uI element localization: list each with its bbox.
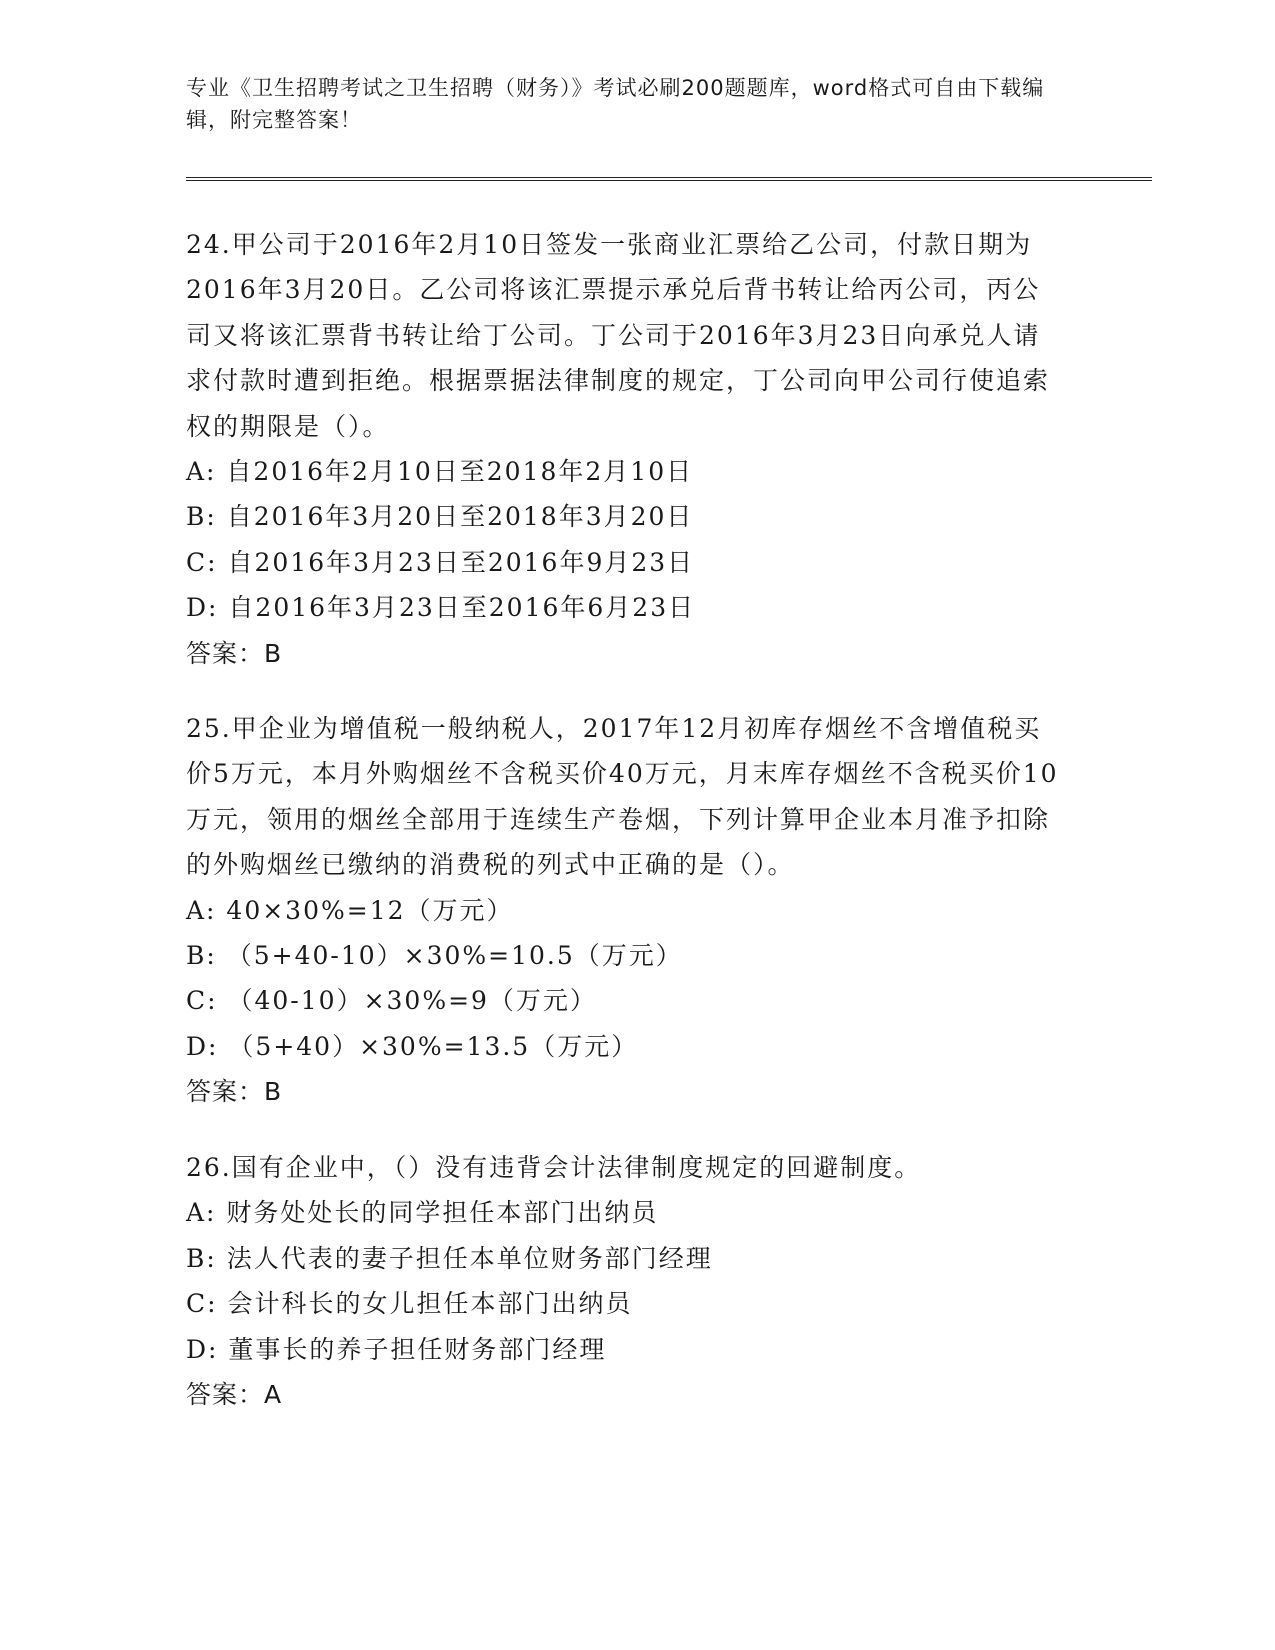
option-a: A: 40×30%=12（万元） xyxy=(186,895,514,925)
question-25 xyxy=(186,706,1066,1115)
option-d: D: （5+40）×30%=13.5（万元） xyxy=(186,1031,639,1061)
page-header: 专业《卫生招聘考试之卫生招聘（财务）》考试必刷200题题库，word格式可自由下载编辑，附完整答案！ xyxy=(186,76,1045,132)
option-b: B: （5+40-10）×30%=10.5（万元） xyxy=(186,941,683,971)
answer: 答案：B xyxy=(186,1077,283,1107)
header-divider xyxy=(186,177,1152,181)
option-b: B: 法人代表的妻子担任本单位财务部门经理 xyxy=(186,1243,713,1273)
option-a: A: 财务处处长的同学担任本部门出纳员 xyxy=(186,1198,659,1228)
question-24 xyxy=(186,222,1066,676)
option-c: C: 会计科长的女儿担任本部门出纳员 xyxy=(186,1289,633,1319)
answer: 答案：B xyxy=(186,638,283,668)
option-a: A: 自2016年2月10日至2018年2月10日 xyxy=(186,457,694,487)
option-b: B: 自2016年3月20日至2018年3月20日 xyxy=(186,502,694,532)
answer: 答案：A xyxy=(186,1380,283,1410)
question-26 xyxy=(186,1145,1066,1417)
question-stem: 26.国有企业中，（）没有违背会计法律制度规定的回避制度。 xyxy=(186,1153,922,1182)
question-stem: 24.甲公司于2016年2月10日签发一张商业汇票给乙公司，付款日期为2016年3月20日。乙公司将该汇票提示承兑后背书转让给丙公司，丙公司又将该汇票背书转让给丁公司。丁公司于2016年3月23日向承兑人请求付款时遭到拒绝。根据票据法律制度的规定，丁公司向甲公司行使追索权的期限是（）。 xyxy=(186,230,1051,441)
option-d: D: 自2016年3月23日至2016年6月23日 xyxy=(186,593,696,623)
question-stem: 25.甲企业为增值税一般纳税人，2017年12月初库存烟丝不含增值税买价5万元，本月外购烟丝不含税买价40万元，月末库存烟丝不含税买价10万元，领用的烟丝全部用于连续生产卷烟，下列计算甲企业本月准予扣除的外购烟丝已缴纳的消费税的列式中正确的是（）。 xyxy=(186,714,1059,880)
option-c: C: 自2016年3月23日至2016年9月23日 xyxy=(186,547,695,577)
option-c: C: （40-10）×30%=9（万元） xyxy=(186,986,597,1016)
option-d: D: 董事长的养子担任财务部门经理 xyxy=(186,1334,607,1364)
